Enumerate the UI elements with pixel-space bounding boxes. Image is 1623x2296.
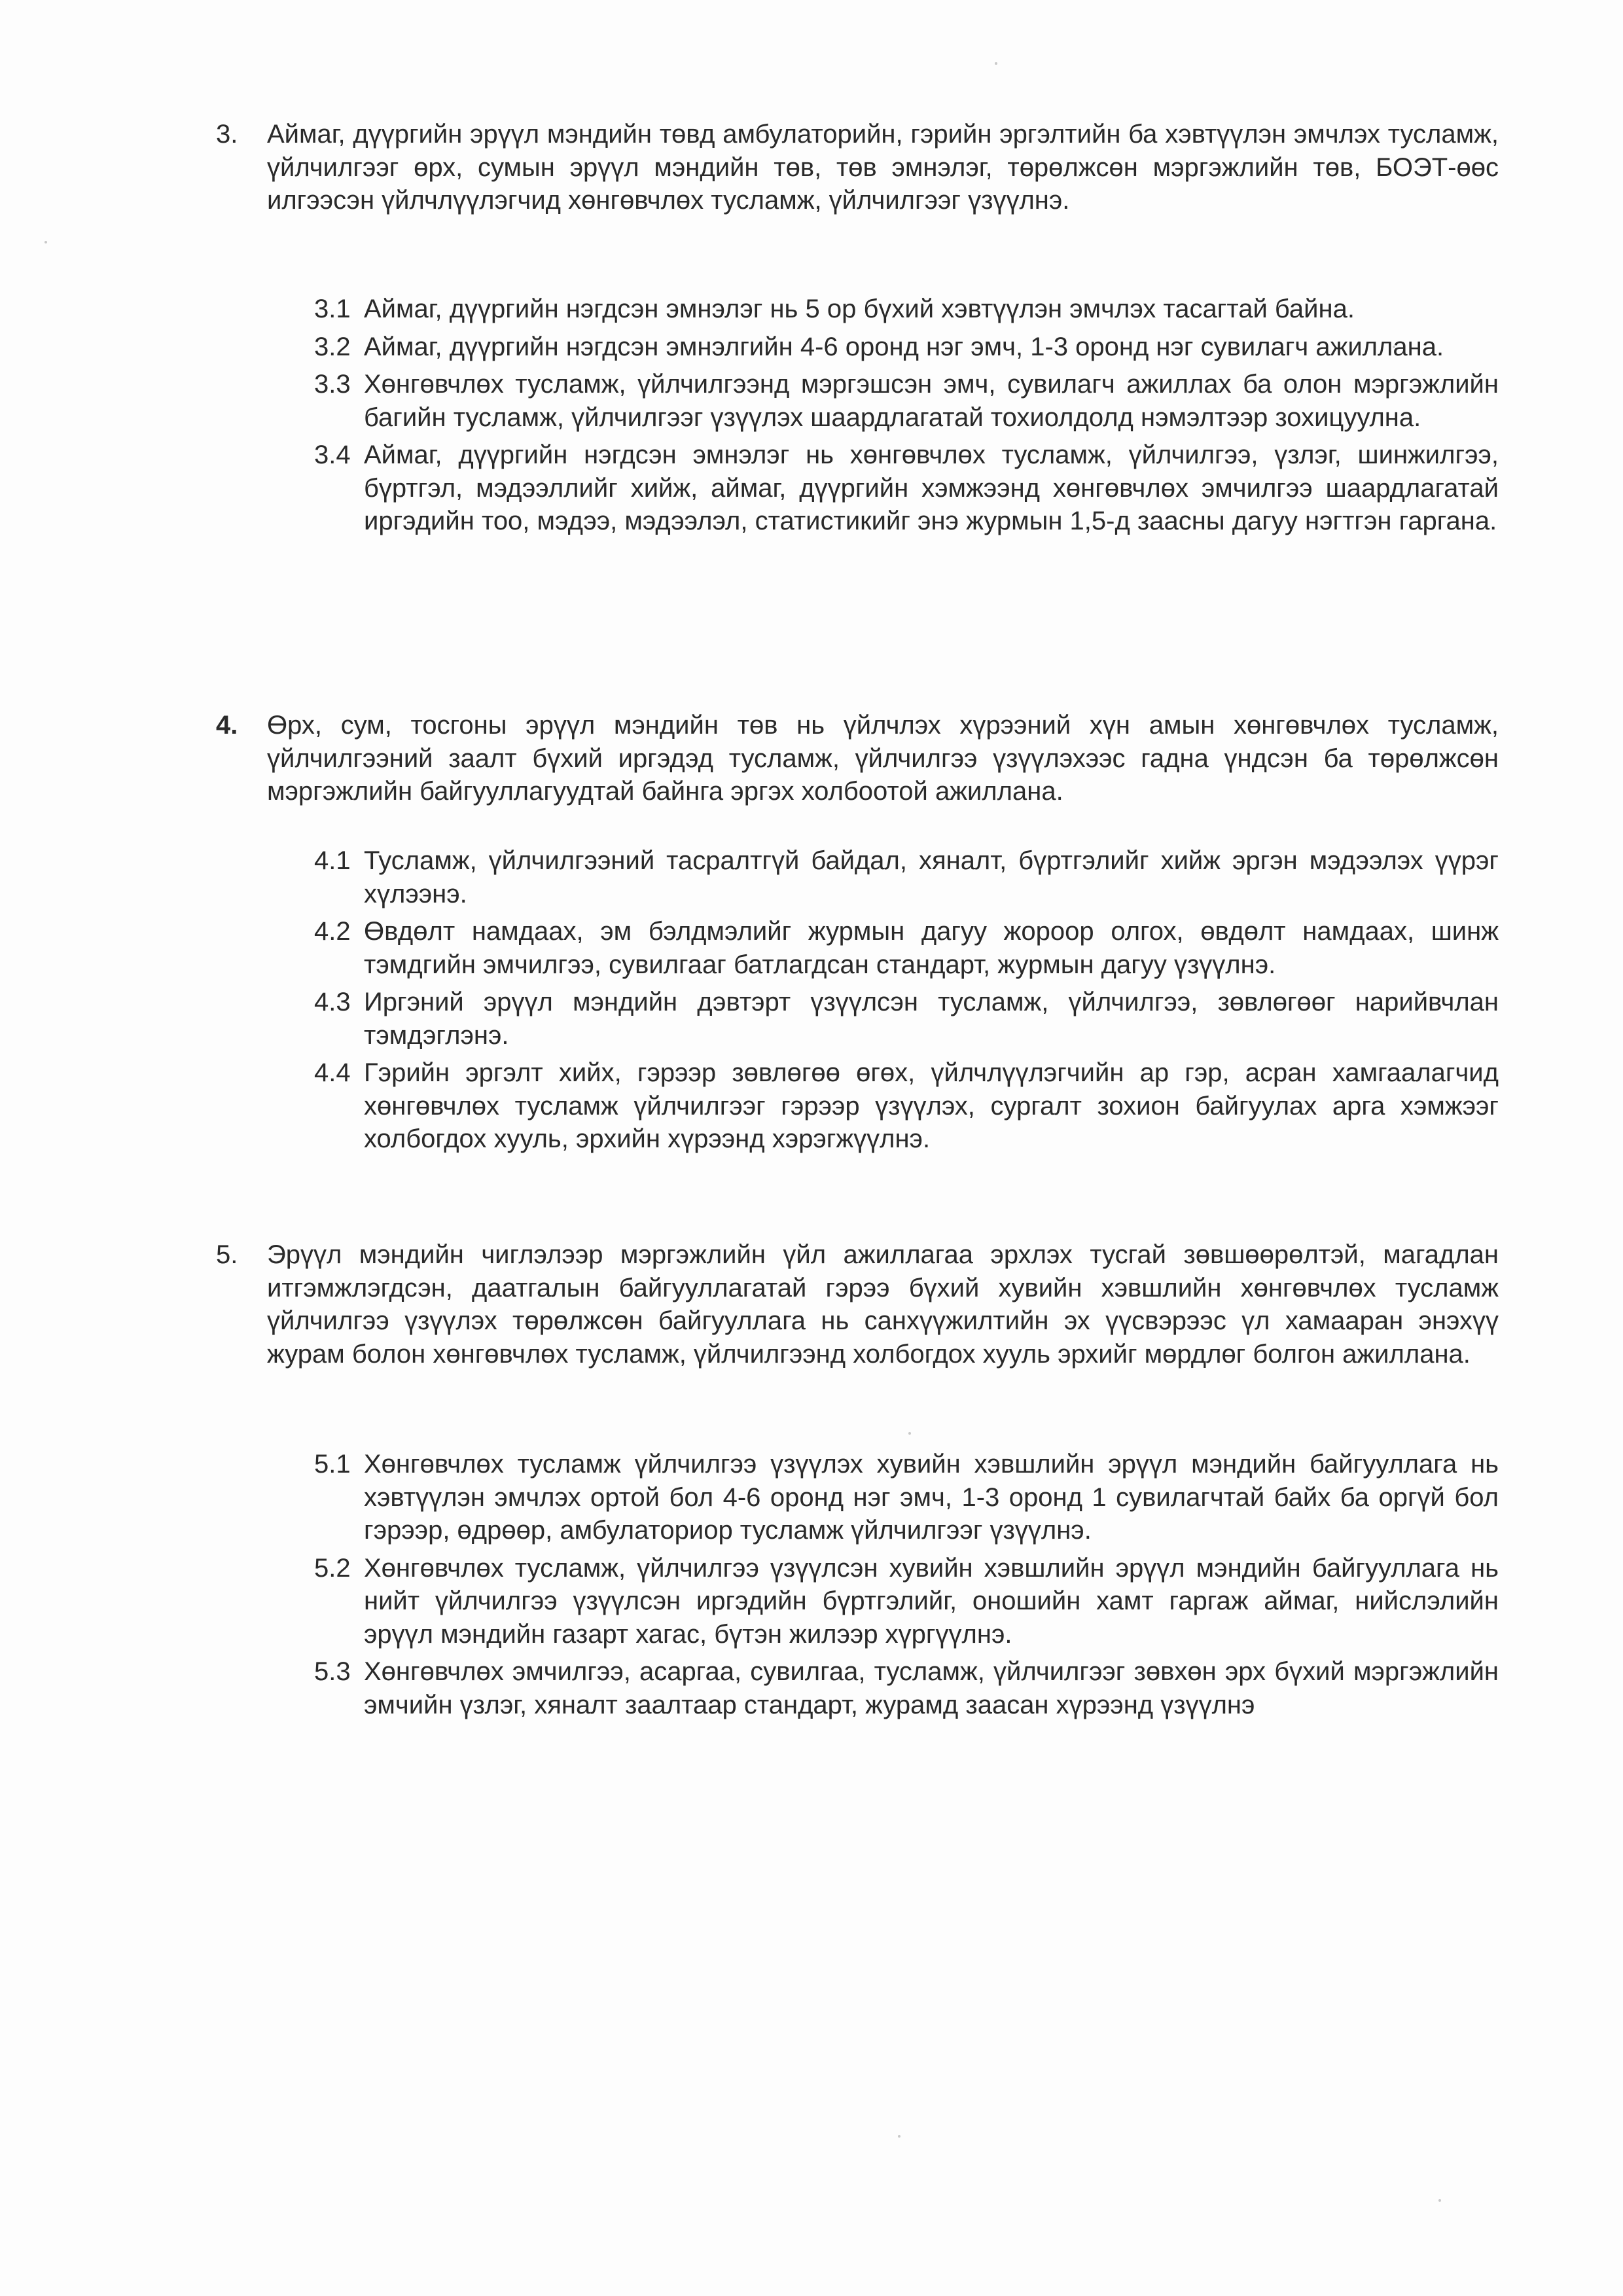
- item-text: Хөнгөвчлөх тусламж үйлчилгээ үзүүлэх хувийн хэвшлийн эрүүл мэндийн байгууллага нь хэвтүүлэн эмчлэх ортой бол 4-6 оронд нэг эмч, 1-3 оронд 1 сувилагчтай байх ба оргүй бол гэрээр, өдрөөр, амбулаториор тусламж үйлчилгээг үзүүлнэ.: [364, 1450, 1499, 1545]
- item-number: 3.3: [314, 370, 351, 399]
- scan-speck: [908, 1432, 911, 1435]
- scan-speck: [995, 62, 997, 65]
- list-item: [314, 368, 1499, 434]
- section-4-items: [314, 844, 1499, 1160]
- list-item: [314, 844, 1499, 910]
- item-text: Тусламж, үйлчилгээний тасралтгүй байдал, хяналт, бүртгэлийг хийж эргэн мэдээлэх үүрэг хүлээнэ.: [364, 846, 1499, 908]
- item-number: 5.2: [314, 1553, 351, 1583]
- list-item: [314, 986, 1499, 1052]
- list-item: [314, 1056, 1499, 1156]
- list-item: [314, 1552, 1499, 1651]
- item-text: Иргэний эрүүл мэндийн дэвтэрт үзүүлсэн тусламж, үйлчилгээ, зөвлөгөөг нарийвчлан тэмдэглэнэ.: [364, 988, 1499, 1050]
- item-number: 4.2: [314, 917, 351, 946]
- list-item: [314, 1655, 1499, 1721]
- section-5-items: [314, 1448, 1499, 1726]
- list-item: [314, 331, 1499, 364]
- section-number: 4.: [216, 711, 238, 740]
- item-number: 5.1: [314, 1450, 351, 1479]
- section-4: [216, 709, 1499, 808]
- item-text: Аймаг, дүүргийн нэгдсэн эмнэлгийн 4-6 оронд нэг эмч, 1-3 оронд нэг сувилагч ажиллана.: [364, 332, 1444, 361]
- item-number: 4.3: [314, 988, 351, 1016]
- item-text: Өвдөлт намдаах, эм бэлдмэлийг журмын дагуу жороор олгох, өвдөлт намдаах, шинж тэмдгийн эмчилгээ, сувилгааг батлагдсан стандарт, журмын дагуу үзүүлнэ.: [364, 917, 1499, 979]
- item-text: Аймаг, дүүргийн нэгдсэн эмнэлэг нь хөнгөвчлөх тусламж, үйлчилгээ, үзлэг, шинжилгээ, бүртгэл, мэдээллийг хийж, аймаг, дүүргийн хэмжээнд хөнгөвчлөх эмчилгээ шаардлагатай иргэдийн тоо, мэдээ, мэдээлэл, статистикийг энэ журмын 1,5-д заасны дагуу нэгтгэн гаргана.: [364, 440, 1499, 535]
- item-text: Гэрийн эргэлт хийх, гэрээр зөвлөгөө өгөх, үйлчлүүлэгчийн ар гэр, асран хамгаалагчид хөнгөвчлөх тусламж үйлчилгээг гэрээр үзүүлэх, сургалт зохион байгуулах арга хэмжээг холбогдох хууль, эрхийн хүрээнд хэрэгжүүлнэ.: [364, 1058, 1499, 1153]
- scan-speck: [1438, 2199, 1441, 2202]
- item-text: Аймаг, дүүргийн нэгдсэн эмнэлэг нь 5 ор бүхий хэвтүүлэн эмчлэх тасагтай байна.: [364, 295, 1355, 323]
- scan-speck: [898, 2135, 901, 2138]
- item-text: Хөнгөвчлөх эмчилгээ, асаргаа, сувилгаа, тусламж, үйлчилгээг зөвхөн эрх бүхий мэргэжлийн эмчийн үзлэг, хяналт заалтаар стандарт, журамд заасан хүрээнд үзүүлнэ: [364, 1657, 1499, 1719]
- item-number: 5.3: [314, 1657, 351, 1686]
- item-text: Хөнгөвчлөх тусламж, үйлчилгээ үзүүлсэн хувийн хэвшлийн эрүүл мэндийн байгууллага нь нийт үйлчилгээ үзүүлсэн иргэдийн бүртгэлийг, оношийн хамт гаргаж аймаг, нийслэлийн эрүүл мэндийн газарт хагас, бүтэн жилээр хүргүүлнэ.: [364, 1553, 1499, 1649]
- item-number: 3.2: [314, 332, 351, 361]
- section-number: 3.: [216, 120, 238, 149]
- section-paragraph: Өрх, сум, тосгоны эрүүл мэндийн төв нь үйлчлэх хүрээний хүн амын хөнгөвчлөх тусламж, үйлчилгээний заалт бүхий иргэдэд тусламж, үйлчилгээ үзүүлэхээс гадна үндсэн ба төрөлжсөн мэргэжлийн байгууллагуудтай байнга эргэх холбоотой ажиллана.: [267, 711, 1499, 806]
- item-number: 4.4: [314, 1058, 351, 1087]
- section-paragraph: Аймаг, дүүргийн эрүүл мэндийн төвд амбулаторийн, гэрийн эргэлтийн ба хэвтүүлэн эмчлэх тусламж, үйлчилгээг өрх, сумын эрүүл мэндийн төв, төв эмнэлэг, төрөлжсөн мэргэжлийн төв, БОЭТ-өөс илгээсэн үйлчлүүлэгчид хөнгөвчлөх тусламж, үйлчилгээг үзүүлнэ.: [267, 120, 1499, 215]
- list-item: [314, 439, 1499, 538]
- section-5: [216, 1238, 1499, 1371]
- section-3: [216, 118, 1499, 217]
- list-item: [314, 915, 1499, 981]
- item-number: 3.1: [314, 295, 351, 323]
- item-number: 4.1: [314, 846, 351, 875]
- section-3-items: [314, 293, 1499, 543]
- section-paragraph: Эрүүл мэндийн чиглэлээр мэргэжлийн үйл ажиллагаа эрхлэх тусгай зөвшөөрөлтэй, магадлан итгэмжлэгдсэн, даатгалын байгууллагатай гэрээ бүхий хувийн хэвшлийн хөнгөвчлөх тусламж үйлчилгээ үзүүлэх төрөлжсөн байгууллага нь санхүүжилтийн эх үүсвэрээс үл хамааран энэхүү журам болон хөнгөвчлөх тусламж, үйлчилгээнд холбогдох хууль эрхийг мөрдлөг болгон ажиллана.: [267, 1240, 1499, 1369]
- section-number: 5.: [216, 1240, 238, 1269]
- item-text: Хөнгөвчлөх тусламж, үйлчилгээнд мэргэшсэн эмч, сувилагч ажиллах ба олон мэргэжлийн багийн тусламж, үйлчилгээг үзүүлэх шаардлагатай тохиолдолд нэмэлтээр зохицуулна.: [364, 370, 1499, 432]
- item-number: 3.4: [314, 440, 351, 469]
- list-item: [314, 293, 1499, 326]
- scan-speck: [45, 241, 47, 243]
- list-item: [314, 1448, 1499, 1547]
